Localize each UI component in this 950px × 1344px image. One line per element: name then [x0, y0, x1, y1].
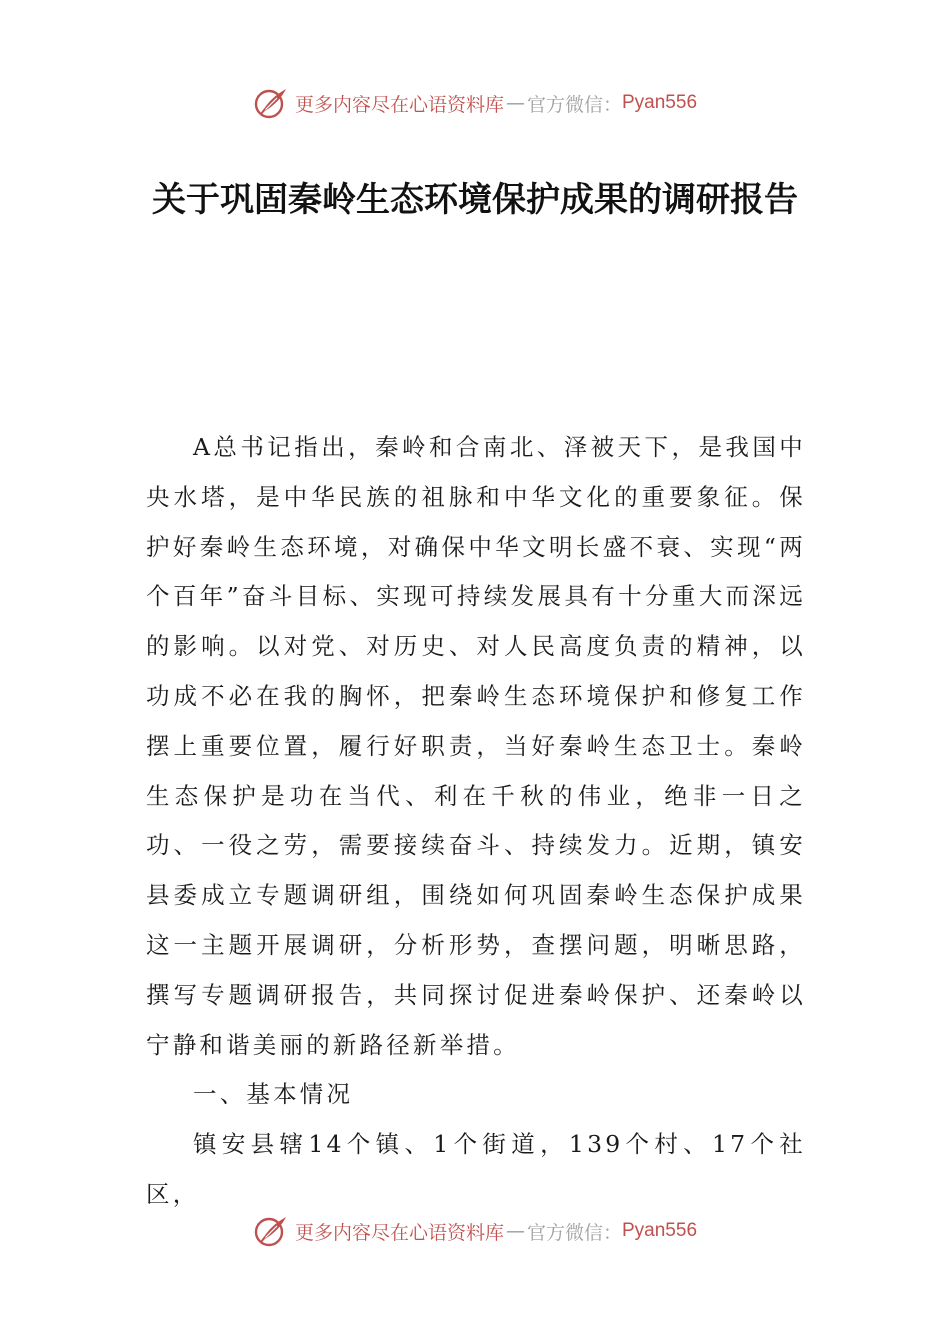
document-title: 关于巩固秦岭生态环境保护成果的调研报告 [152, 180, 798, 220]
watermark-text: 更多内容尽在心语资料库 [294, 93, 504, 116]
document-body [146, 423, 806, 1220]
quill-pen-logo-icon [253, 85, 289, 121]
watermark-wechat-id: Pyan556 [622, 92, 698, 113]
body-paragraph-basic-situation: 镇安县辖14个镇、1个街道，139个村、17个社区， [146, 1130, 806, 1208]
watermark-wechat-id: Pyan556 [622, 1220, 698, 1241]
quill-pen-logo-icon [253, 1213, 289, 1249]
footer-watermark [0, 1211, 950, 1251]
watermark-separator: — [505, 1220, 525, 1242]
watermark-separator: — [505, 92, 525, 114]
watermark-wechat-label: 官方微信： [526, 1221, 622, 1244]
watermark-text: 更多内容尽在心语资料库 [294, 1221, 504, 1244]
section-heading-basic-situation: 一、基本情况 [193, 1080, 354, 1109]
body-paragraph-intro: A总书记指出，秦岭和合南北、泽被天下，是我国中央水塔，是中华民族的祖脉和中华文化的重要象征。保护好秦岭生态环境，对确保中华文明长盛不衰、实现“两个百年”奋斗目标、实现可持续发展具有十分重大而深远的影响。以对党、对历史、对人民高度负责的精神，以功成不必在我的胸怀，把秦岭生态环境保护和修复工作摆上重要位置，履行好职责，当好秦岭生态卫士。秦岭生态保护是功在当代、利在千秋的伟业，绝非一日之功、一役之劳，需要接续奋斗、持续发力。近期，镇安县委成立专题调研组，围绕如何巩固秦岭生态保护成果这一主题开展调研，分析形势，查摆问题，明晰思路，撰写专题调研报告，共同探讨促进秦岭保护、还秦岭以宁静和谐美丽的新路径新举措。 [146, 433, 806, 1059]
header-watermark [0, 83, 950, 123]
watermark-wechat-label: 官方微信： [526, 93, 622, 116]
